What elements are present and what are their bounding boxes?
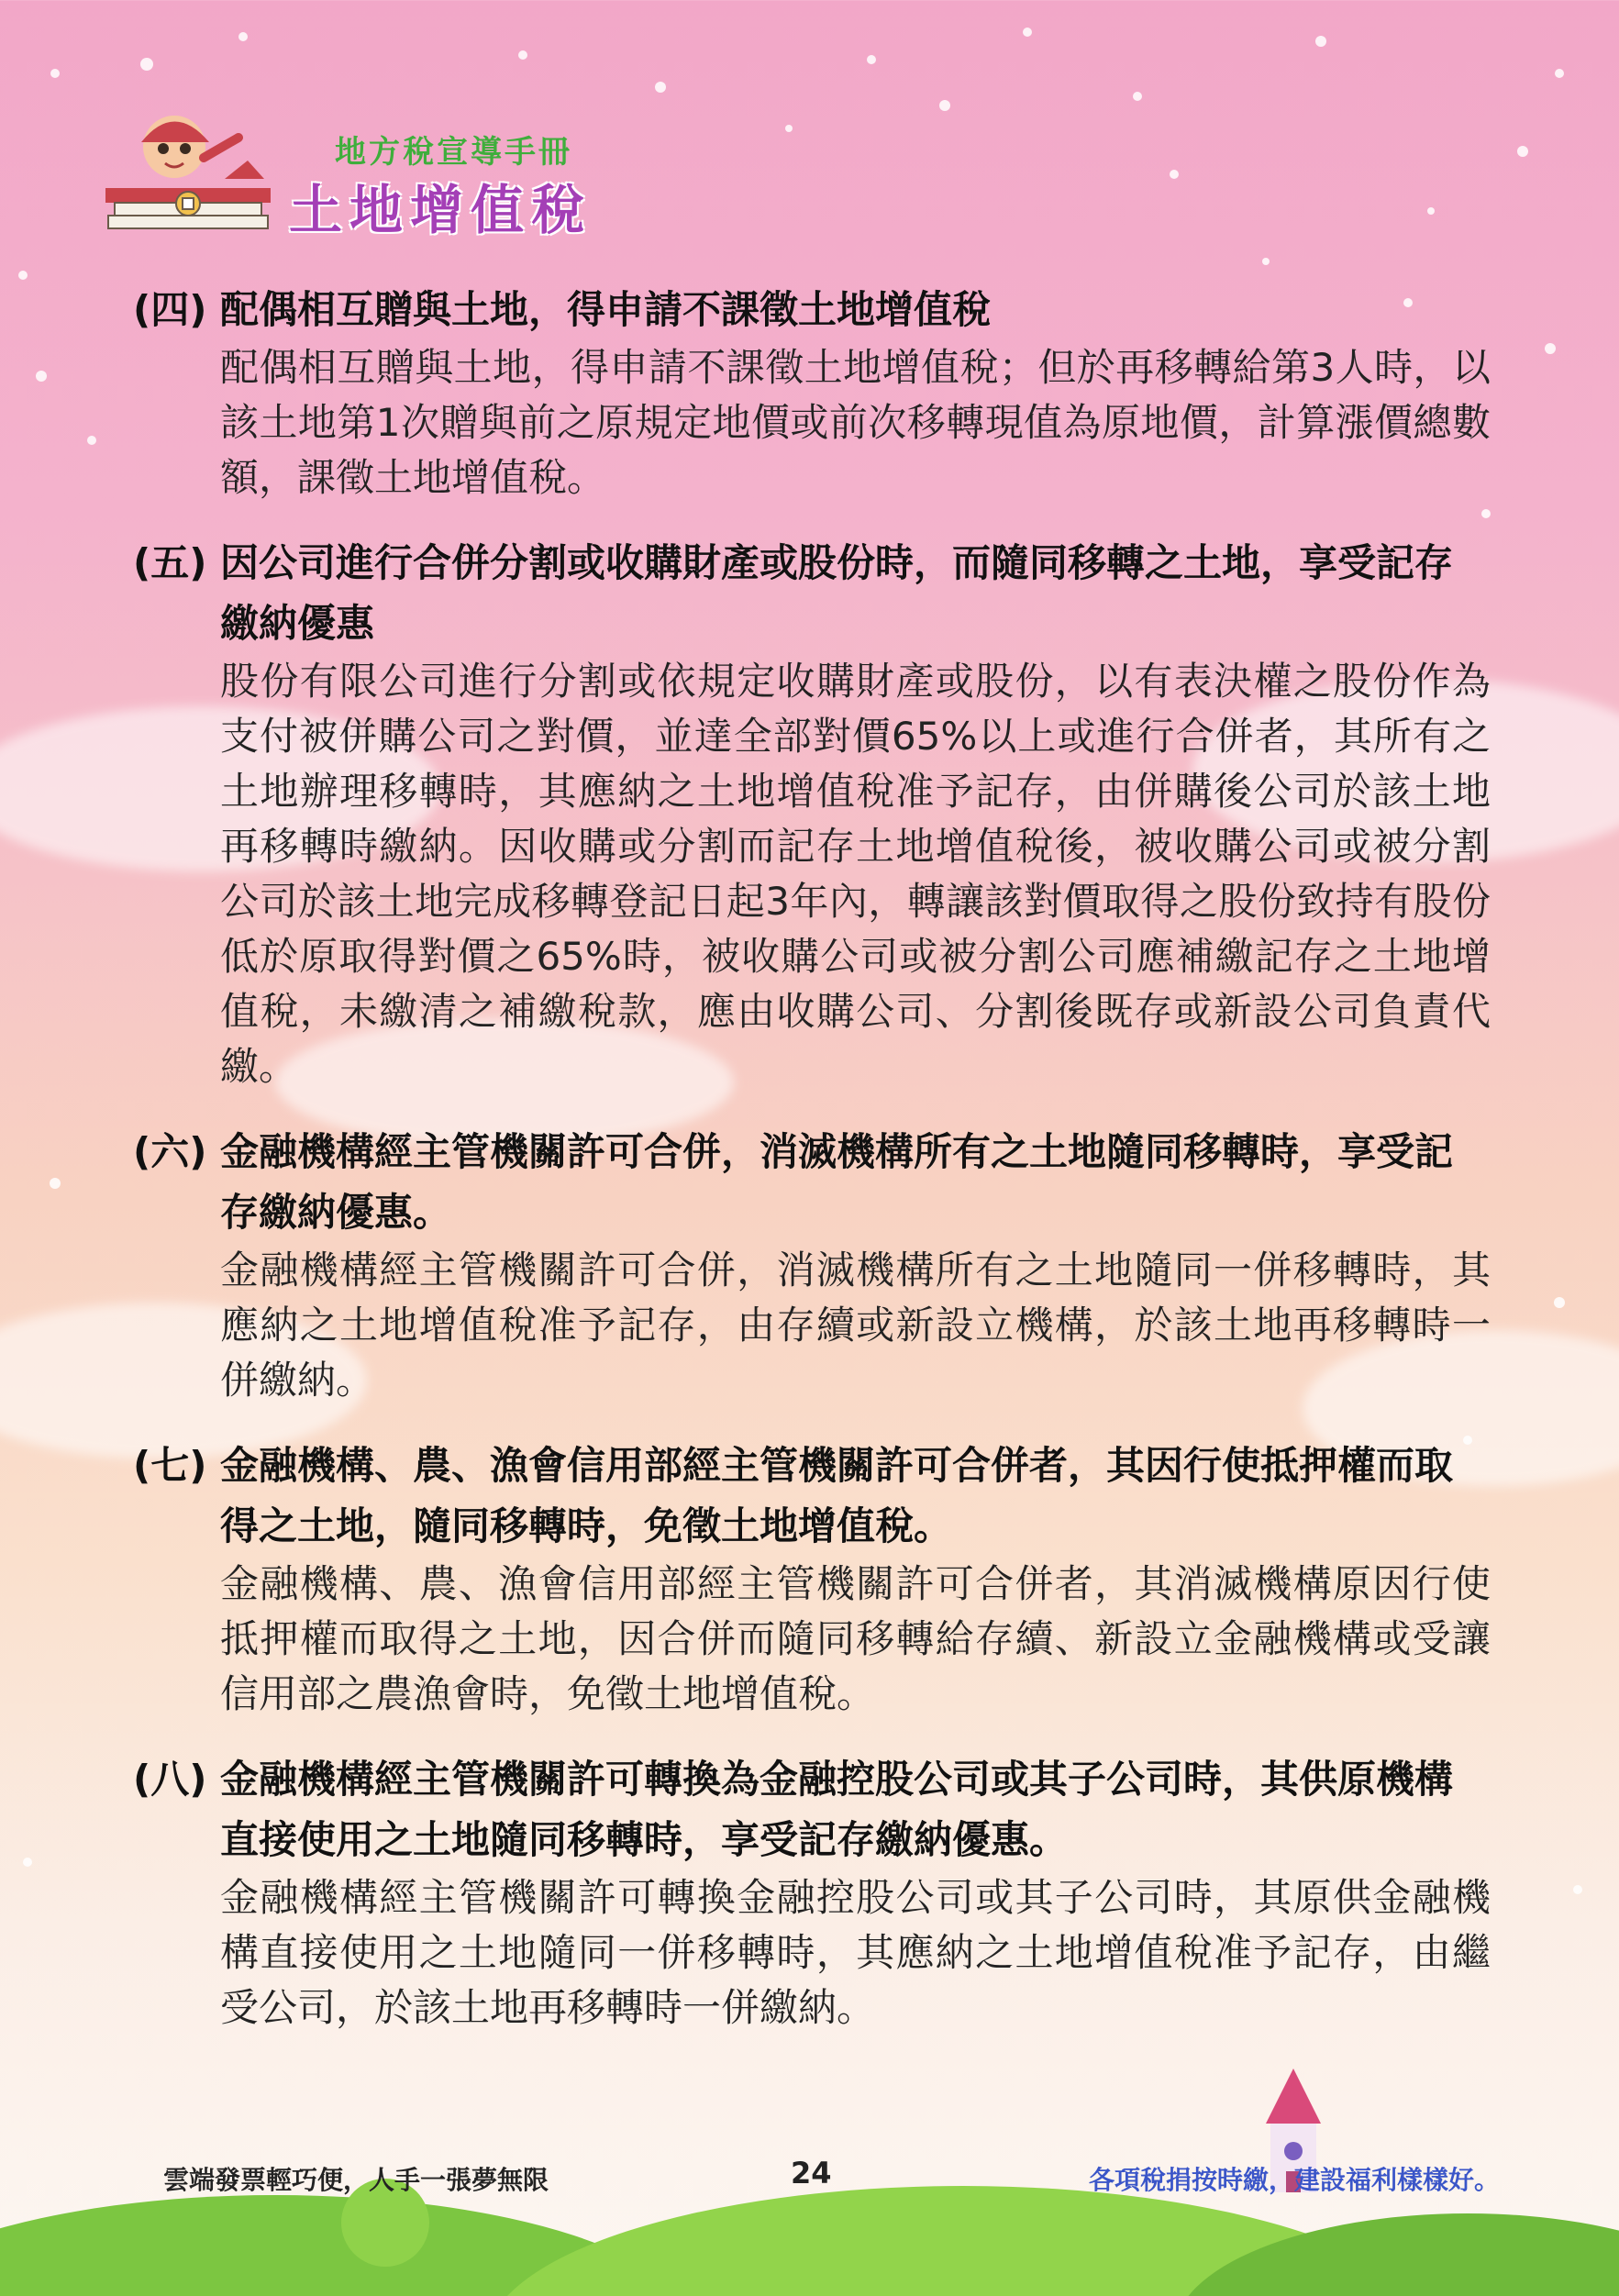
- section-body: 金融機構、農、漁會信用部經主管機關許可合併者，其消滅機構原因行使抵押權而取得之土地，因合併而隨同移轉給存續、新設立金融機構或受讓信用部之農漁會時，免徵土地增值稅。: [220, 1561, 1491, 1716]
- section-number: (四): [133, 287, 207, 332]
- footer-slogan-right: 各項稅捐按時繳，建設福利樣樣好。: [1089, 2165, 1501, 2195]
- section-body: 股份有限公司進行分割或依規定收購財產或股份，以有表決權之股份作為支付被併購公司之對價，並達全部對價65%以上或進行合併者，其所有之土地辦理移轉時，其應納之土地增值稅准予記存，由併購後公司於該土地再移轉時繳納。因收購或分割而記存土地增值稅後，被收購公司或被分割公司於該土地完成移轉登記日起3年內，轉讓該對價取得之股份致持有股份低於原取得對價之65%時，被收購公司或被分割公司應補繳記存之土地增值稅，未繳清之補繳稅款，應由收購公司、分割後既存或新設公司負責代繳。: [220, 659, 1491, 1089]
- section-title: 金融機構經主管機關許可合併，消滅機構所有之土地隨同移轉時，享受記存繳納優惠。: [220, 1129, 1454, 1235]
- page-header: [101, 101, 670, 241]
- section-title: 金融機構、農、漁會信用部經主管機關許可合併者，其因行使抵押權而取得之土地，隨同移轉時，免徵土地增值稅。: [220, 1443, 1454, 1548]
- section-5: [133, 533, 1491, 1094]
- section-title: 配偶相互贈與土地，得申請不課徵土地增值稅: [220, 287, 992, 332]
- section-number: (八): [133, 1757, 207, 1802]
- mascot-logo-icon: [101, 101, 275, 238]
- section-body: 配偶相互贈與土地，得申請不課徵土地增值稅；但於再移轉給第3人時，以該土地第1次贈與前之原規定地價或前次移轉現值為原地價，計算漲價總數額，課徵土地增值稅。: [220, 345, 1491, 500]
- section-heading: [133, 280, 1491, 340]
- section-number: (五): [133, 540, 207, 585]
- section-heading: [133, 1749, 1491, 1870]
- handbook-subtitle: 地方稅宣導手冊: [335, 134, 572, 171]
- section-heading: [133, 1122, 1491, 1243]
- section-body: 金融機構經主管機關許可轉換金融控股公司或其子公司時，其原供金融機構直接使用之土地隨同一併移轉時，其應納之土地增值稅准予記存，由繼受公司，於該土地再移轉時一併繳納。: [220, 1875, 1491, 2030]
- hills-decoration: [0, 2122, 1619, 2296]
- section-7: [133, 1436, 1491, 1722]
- section-heading: [133, 1436, 1491, 1557]
- section-number: (六): [133, 1129, 207, 1174]
- main-content: [133, 280, 1491, 2063]
- page-title: 土地增值稅: [289, 179, 593, 241]
- page-number: 24: [791, 2156, 832, 2191]
- section-number: (七): [133, 1443, 207, 1488]
- section-6: [133, 1122, 1491, 1408]
- section-4: [133, 280, 1491, 505]
- section-title: 金融機構經主管機關許可轉換為金融控股公司或其子公司時，其供原機構直接使用之土地隨同移轉時，享受記存繳納優惠。: [220, 1757, 1454, 1862]
- section-heading: [133, 533, 1491, 654]
- section-body: 金融機構經主管機關許可合併，消滅機構所有之土地隨同一併移轉時，其應納之土地增值稅准予記存，由存續或新設立機構，於該土地再移轉時一併繳納。: [220, 1248, 1491, 1403]
- footer-slogan-left: 雲端發票輕巧便，人手一張夢無限: [163, 2165, 549, 2195]
- section-title: 因公司進行合併分割或收購財產或股份時，而隨同移轉之土地，享受記存繳納優惠: [220, 540, 1454, 646]
- section-8: [133, 1749, 1491, 2035]
